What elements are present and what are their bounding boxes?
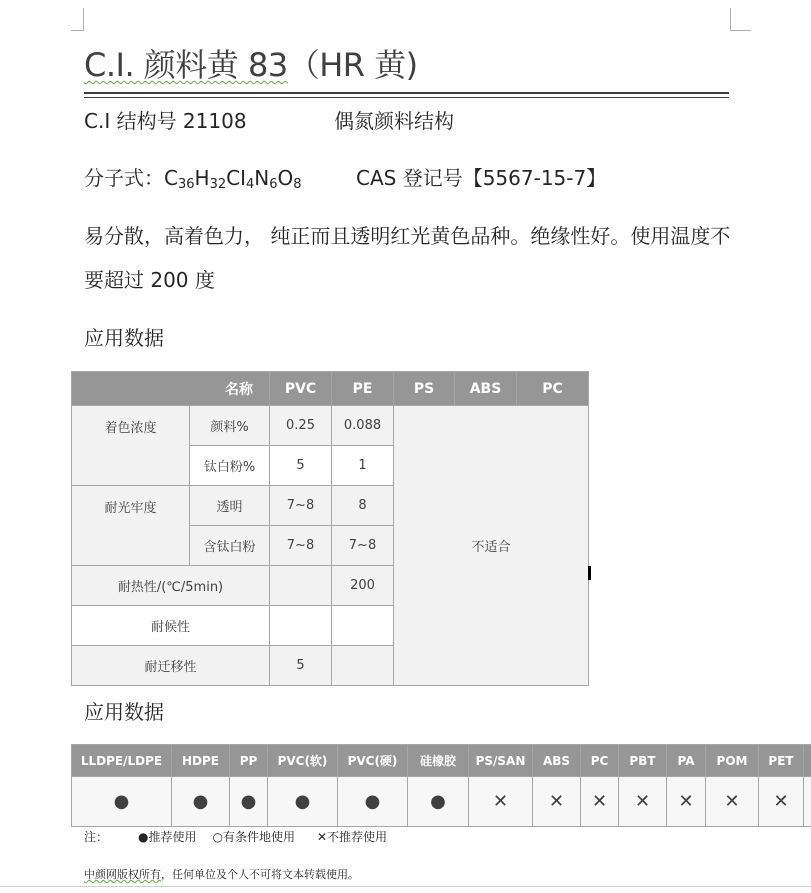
header-overflow <box>804 745 811 777</box>
title-rule-thin <box>84 97 729 98</box>
recommended-mark: ● <box>408 777 469 827</box>
cell-pvc: 7~8 <box>270 526 332 566</box>
crop-mark-left <box>71 8 84 31</box>
not-recommended-mark: ✕ <box>581 777 619 827</box>
copyright-text: ，任何单位及个人不可将文本转载使用。 <box>161 868 359 881</box>
structure-number: C.I 结构号 21108 <box>84 109 247 133</box>
formula-subscript: 4 <box>245 177 255 192</box>
row-label: 含钛白粉 <box>190 526 270 566</box>
header-pp: PP <box>230 745 268 777</box>
copyright-notice <box>84 866 359 882</box>
header-ps: PS <box>394 372 455 406</box>
row-label: 颜料% <box>190 406 270 446</box>
formula-element: CI <box>226 166 246 190</box>
title-pigment-name: C.I. 颜料黄 83 <box>84 46 288 84</box>
not-recommended-mark: ✕ <box>469 777 533 827</box>
header-pet: PET <box>759 745 804 777</box>
header-pom: POM <box>706 745 759 777</box>
row-label-heat-resistance: 耐热性/(℃/5min) <box>72 566 270 606</box>
cell-pe <box>332 646 394 686</box>
group-tinting-strength: 着色浓度 <box>72 406 190 486</box>
not-recommended-mark: ✕ <box>759 777 804 827</box>
table-row <box>72 406 589 446</box>
cell-pvc: 7~8 <box>270 486 332 526</box>
header-pbt: PBT <box>619 745 667 777</box>
cell-pe: 7~8 <box>332 526 394 566</box>
recommended-mark: ● <box>230 777 268 827</box>
header-pc: PC <box>581 745 619 777</box>
polymer-suitability-table <box>71 744 811 827</box>
row-label-migration-resistance: 耐迁移性 <box>72 646 270 686</box>
note-label: 注： <box>84 830 109 844</box>
not-recommended-mark: ✕ <box>706 777 759 827</box>
copyright-owner: 中颜网版权所有 <box>84 868 161 881</box>
header-ps-san: PS/SAN <box>469 745 533 777</box>
formula-subscript: 32 <box>209 177 227 192</box>
table-row <box>72 777 811 827</box>
text-cursor <box>588 566 591 580</box>
not-recommended-mark: ✕ <box>533 777 581 827</box>
header-hdpe: HDPE <box>172 745 230 777</box>
cell-pvc <box>270 566 332 606</box>
header-pe: PE <box>332 372 394 406</box>
formula-subscript: 8 <box>293 177 302 192</box>
header-pvc-rigid: PVC(硬) <box>338 745 408 777</box>
header-pvc-soft: PVC(软) <box>268 745 338 777</box>
cell-pvc: 5 <box>270 446 332 486</box>
group-lightfastness: 耐光牢度 <box>72 486 190 566</box>
title-alias: （HR 黄) <box>287 46 418 84</box>
cell-pe: 8 <box>332 486 394 526</box>
legend-recommended: ●推荐使用 <box>138 830 197 844</box>
formula-subscript: 6 <box>269 177 278 192</box>
document-title <box>84 40 418 86</box>
table-header-row <box>72 745 811 777</box>
header-name: 名称 <box>72 372 270 406</box>
header-abs: ABS <box>533 745 581 777</box>
header-pa: PA <box>667 745 706 777</box>
table-header-row <box>72 372 589 406</box>
recommended-mark: ● <box>72 777 172 827</box>
section-heading-application-data: 应用数据 <box>84 326 164 350</box>
section-heading-application-data-2: 应用数据 <box>84 700 164 724</box>
header-silicone-rubber: 硅橡胶 <box>408 745 469 777</box>
crop-mark-right <box>730 8 751 31</box>
recommended-mark: ● <box>268 777 338 827</box>
recommended-mark: ● <box>338 777 408 827</box>
legend-conditional: ○有条件地使用 <box>212 830 295 844</box>
cell-pe <box>332 606 394 646</box>
application-data-table <box>71 371 589 686</box>
row-label: 透明 <box>190 486 270 526</box>
row-label-weather-resistance: 耐候性 <box>72 606 270 646</box>
cell-pe: 1 <box>332 446 394 486</box>
formula-element: H <box>194 166 210 190</box>
header-lldpe-ldpe: LLDPE/LDPE <box>72 745 172 777</box>
not-recommended-mark: ✕ <box>667 777 706 827</box>
not-recommended-mark: ✕ <box>619 777 667 827</box>
cell-pvc <box>270 606 332 646</box>
cas-number: CAS 登记号【5567-15-7】 <box>356 166 607 190</box>
row-label: 钛白粉% <box>190 446 270 486</box>
cell-pvc: 0.25 <box>270 406 332 446</box>
page-bottom-edge <box>0 886 811 887</box>
not-suitable-cell: 不适合 <box>394 406 589 686</box>
header-pvc: PVC <box>270 372 332 406</box>
formula-element: O <box>277 166 294 190</box>
formula-label: 分子式： <box>84 166 164 190</box>
cell-pe: 200 <box>332 566 394 606</box>
formula-subscript: 36 <box>177 177 195 192</box>
molecular-formula <box>84 162 302 192</box>
header-abs: ABS <box>455 372 517 406</box>
title-rule-thick <box>84 92 729 94</box>
recommended-mark: ● <box>172 777 230 827</box>
structure-type: 偶氮颜料结构 <box>334 109 454 133</box>
legend-note <box>84 828 387 845</box>
cell-pe: 0.088 <box>332 406 394 446</box>
formula-element: C <box>164 166 178 190</box>
description-paragraph: 易分散，高着色力， 纯正而且透明红光黄色品种。绝缘性好。使用温度不要超过 200 度 <box>84 224 731 292</box>
overflow-cell <box>804 777 811 827</box>
formula-element: N <box>254 166 270 190</box>
cell-pvc: 5 <box>270 646 332 686</box>
header-pc: PC <box>517 372 589 406</box>
legend-not-recommended: ✕不推荐使用 <box>316 830 388 844</box>
